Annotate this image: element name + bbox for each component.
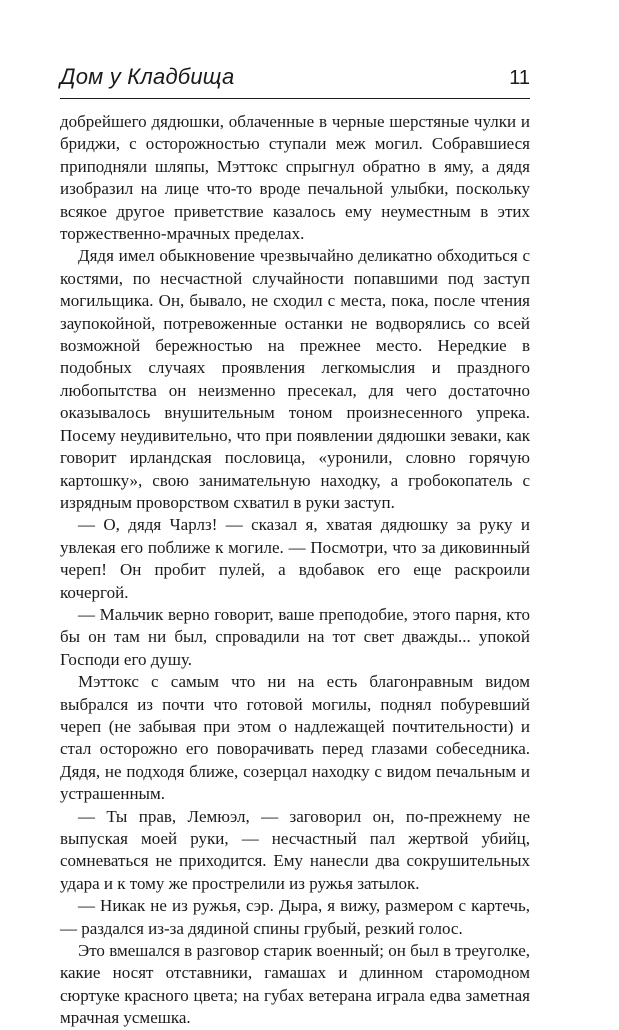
paragraph-continuation: добрейшего дядюшки, облаченные в черные шерстяные чулки и бриджи, с осторожностью ступали меж могил. Собравшиеся приподняли шляпы, Мэттокс спрыгнул обратно в яму, а дядя изобразил на лице что-то вроде печальной улыбки, поскольку всякое другое приветствие казалось ему неуместным в этих торжественно-мрачных пределах. [60, 112, 530, 244]
body-text [60, 111, 530, 1030]
paragraph: Дядя имел обыкновение чрезвычайно деликатно обходиться с костями, по несчастной случайности попавшими под заступ могильщика. Он, бывало, не сходил с места, пока, после чтения заупокойной, потревоженные останки не водворялись со всей возможной бережностью на прежнее место. Нередкие в подобных случаях проявления легкомыслия и праздного любопытства он неизменно пресекал, для чего достаточно оказывалось внушительным тоном произнесенного упрека. Посему неудивительно, что при появлении дядюшки зеваки, как говорит ирландская пословица, «уронили, словно горячую картошку», свою занимательную находку, а гробокопатель с изрядным проворством схватил в руки заступ. [60, 246, 530, 512]
paragraph: Мэттокс с самым что ни на есть благонравным видом выбрался из почти что готовой могилы, поднял побуревший череп (не забывая при этом о надлежащей почтительности) и стал осторожно его поворачивать перед глазами собеседника. Дядя, не подходя ближе, созерцал находку с видом печальным и устрашенным. [60, 672, 530, 804]
dialogue-paragraph: — Ты прав, Лемюэл, — заговорил он, по-прежнему не выпуская моей руки, — несчастный пал жертвой убийц, сомневаться не приходится. Ему нанесли два сокрушительных удара и к тому же прострелили из ружья затылок. [60, 806, 530, 893]
dialogue-paragraph: — Мальчик верно говорит, ваше преподобие, этого парня, кто бы он там ни был, спровадили на тот свет дважды... упокой Господи его душу. [60, 604, 530, 669]
paragraph: Это вмешался в разговор старик военный; он был в треуголке, какие носят отставники, гамашах и длинном старомодном сюртуке красного цвета; на губах ветерана играла едва заметная мрачная усмешка. [60, 941, 530, 1028]
dialogue-paragraph: — Никак не из ружья, сэр. Дыра, я вижу, размером с картечь, — раздался из-за дядиной спины грубый, резкий голос. [60, 896, 530, 938]
running-header [60, 64, 530, 90]
dialogue-paragraph: — О, дядя Чарлз! — сказал я, хватая дядюшку за руку и увлекая его поближе к могиле. — Посмотри, что за диковинный череп! Он пробит пулей, а вдобавок его еще раскроили кочергой. [60, 515, 530, 602]
page-number: 11 [509, 67, 530, 89]
running-title: Дом у Кладбища [60, 64, 235, 89]
header-rule [60, 98, 530, 99]
